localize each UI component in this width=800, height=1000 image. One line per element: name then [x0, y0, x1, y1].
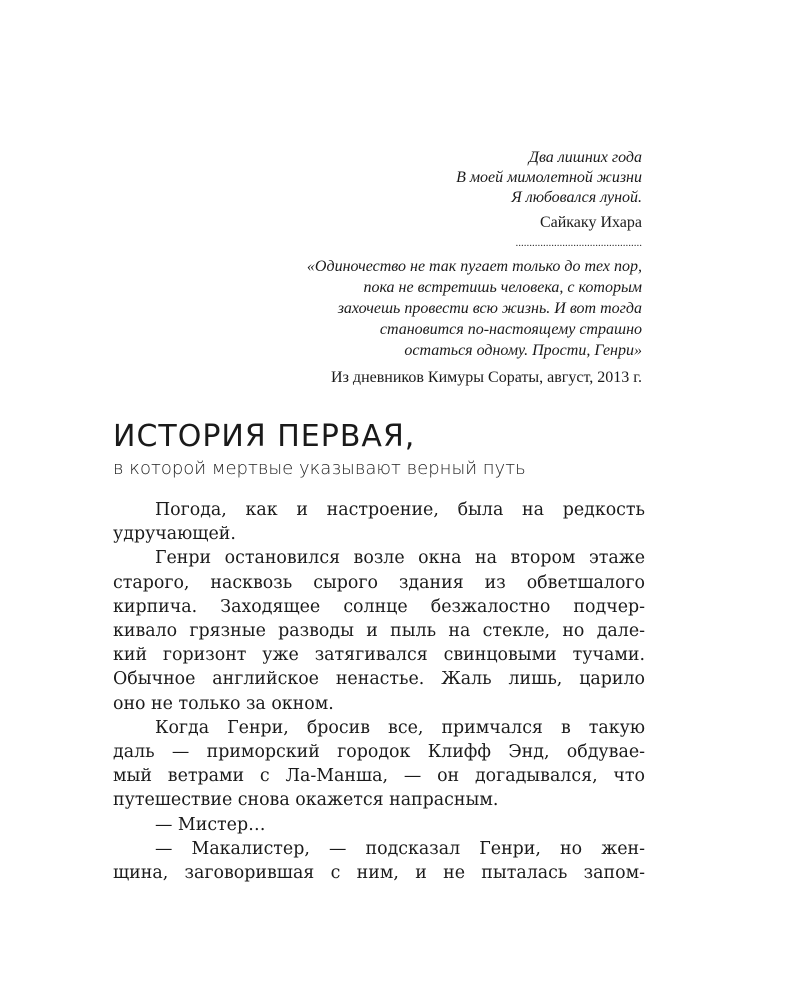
- poem-line: Два лишних года: [528, 149, 642, 166]
- text-line: кивало грязные разводы и пыль на стекле, но дале-: [113, 621, 645, 642]
- chapter-heading: [113, 420, 673, 482]
- quote-line: «Одиночество не так пугает только до тех пор,: [306, 258, 642, 275]
- poem-author: Сайкаку Ихара: [539, 214, 642, 231]
- chapter-title: ИСТОРИЯ ПЕРВАЯ,: [113, 419, 416, 454]
- text-line: даль — приморский городок Клифф Энд, обдувае-: [113, 742, 645, 763]
- quote-source: Из дневников Кимуры Сораты, август, 2013 г.: [331, 369, 642, 386]
- text-line: — Мистер…: [155, 814, 266, 835]
- poem-line: Я любовался луной.: [511, 189, 642, 206]
- quote-line: остаться одному. Прости, Генри»: [404, 342, 642, 359]
- text-line: Погода, как и настроение, была на редкость: [155, 500, 645, 520]
- text-line: Когда Генри, бросив все, примчался в такую: [155, 717, 645, 738]
- quote-line: пока не встретишь человека, с которым: [363, 279, 642, 296]
- text-line: мый ветрами с Ла-Манша, — он догадывался, что: [113, 766, 645, 787]
- quote-line: захочешь провести всю жизнь. И вот тогда: [337, 300, 642, 317]
- text-line: Обычное английское ненастье. Жаль лишь, царило: [113, 669, 645, 690]
- text-line: старого, насквозь сырого здания из обветшалого: [113, 572, 645, 593]
- text-line: удручающей.: [113, 524, 236, 545]
- separator-dots: ..............................................: [515, 237, 642, 249]
- body-text: [113, 498, 645, 885]
- text-line: оно не только за окном.: [113, 693, 334, 714]
- text-line: щина, заговорившая с ним, и не пыталась запом-: [113, 863, 645, 884]
- diary-quote: [172, 256, 642, 361]
- quote-line: становится по-настоящему страшно: [379, 321, 642, 338]
- text-line: путешествие снова окажется напрасным.: [113, 790, 499, 811]
- epigraph: [172, 148, 642, 389]
- chapter-subtitle: в которой мертвые указывают верный путь: [113, 458, 526, 479]
- text-line: — Макалистер, — подсказал Генри, но жен-: [155, 838, 645, 859]
- poem: [172, 148, 642, 208]
- text-line: кирпича. Заходящее солнце безжалостно подчер-: [113, 596, 645, 617]
- text-line: кий горизонт уже затягивался свинцовыми тучами.: [113, 645, 645, 666]
- poem-line: В моей мимолетной жизни: [456, 169, 642, 186]
- text-line: Генри остановился возле окна на втором этаже: [155, 548, 645, 569]
